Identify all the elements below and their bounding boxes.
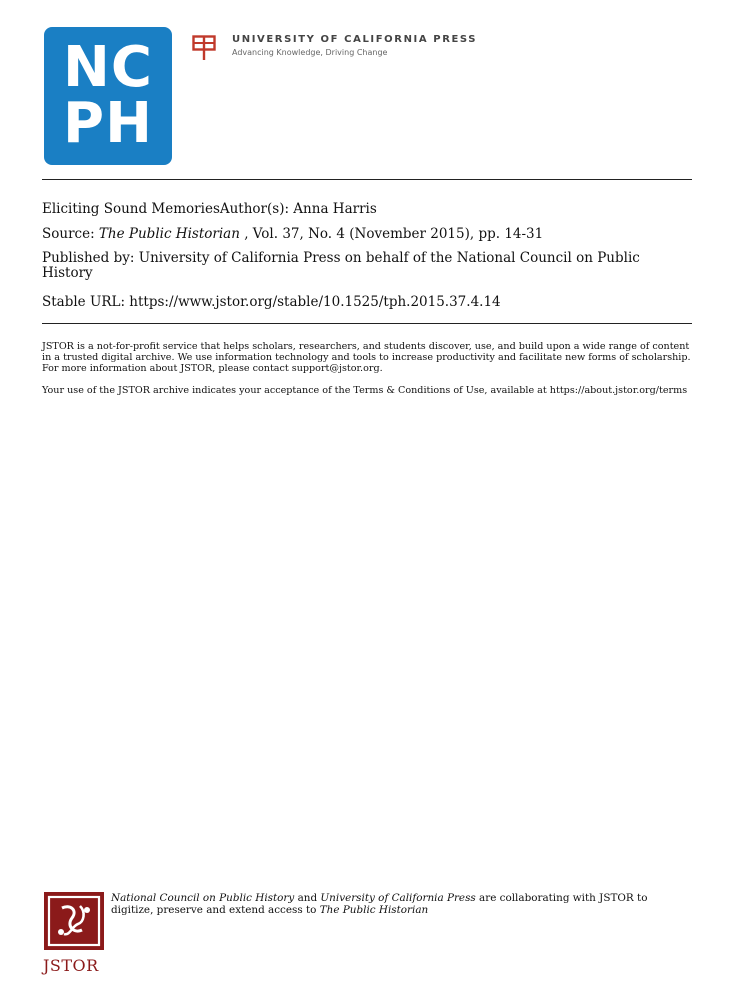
published-by: Published by: University of California Press on behalf of the National Council on Public History: [42, 250, 640, 281]
jstor-wordmark: JSTOR: [43, 956, 99, 975]
publisher-tagline: Advancing Knowledge, Driving Change: [232, 48, 388, 57]
collaboration-notice: [111, 892, 671, 916]
ncph-logo-line2: PH: [63, 91, 153, 156]
article-title: Eliciting Sound MemoriesAuthor(s): Anna Harris: [42, 201, 377, 217]
collab-middle-text: are collaborating with JSTOR to digitize, preserve and extend access to: [111, 892, 648, 916]
article-source: [42, 227, 694, 242]
divider-middle: [42, 323, 692, 324]
collab-journal: The Public Historian: [319, 904, 429, 916]
publisher-name: UNIVERSITY OF CALIFORNIA PRESS: [232, 34, 478, 45]
collab-org-ucp: University of California Press: [320, 892, 476, 904]
jstor-logo-icon: [44, 892, 104, 950]
source-label: Source:: [42, 226, 99, 242]
ncph-logo: [44, 27, 172, 165]
source-details: , Vol. 37, No. 4 (November 2015), pp. 14-31: [239, 226, 544, 242]
divider-top: [42, 179, 692, 180]
collab-and: and: [294, 892, 321, 904]
jstor-about-notice: JSTOR is a not-for-profit service that helps scholars, researchers, and students discover, use, and build upon a wide range of content in a trusted digital archive. We use information technology and tools to increase productivity and facilitate new forms of scholarship. For more information about JSTOR, please contact support@jstor.org.: [42, 341, 691, 374]
stable-url[interactable]: Stable URL: https://www.jstor.org/stable/10.1525/tph.2015.37.4.14: [42, 294, 501, 310]
ncph-logo-line1: NC: [63, 35, 153, 100]
collab-org-ncph: National Council on Public History: [111, 892, 295, 904]
ucp-logo-icon: [192, 35, 216, 61]
terms-notice: Your use of the JSTOR archive indicates your acceptance of the Terms & Conditions of Use, available at https://about.jstor.org/terms: [42, 385, 688, 396]
journal-name: The Public Historian: [98, 226, 240, 242]
